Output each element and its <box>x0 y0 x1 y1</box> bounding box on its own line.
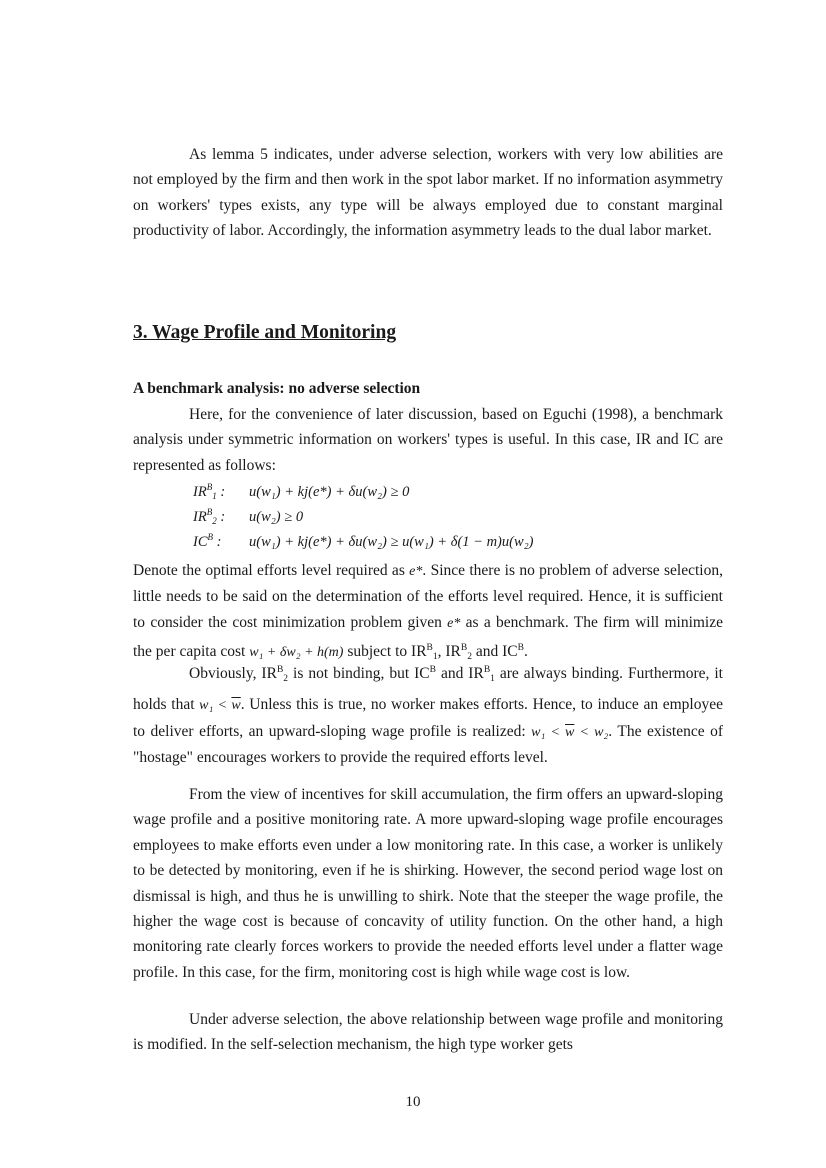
subsection-heading: A benchmark analysis: no adverse selection <box>133 380 421 397</box>
denote-paragraph: Denote the optimal efforts level required as e*. Since there is no problem of adverse selection, little needs to be said on the determination of the efforts level required. Hence, it is sufficient to consider the cost minimization problem given e* as a benchmark. The firm will minimize the per capita cost w₁ + δw₂ + h(m) subject to $IR^B_1$, $IR^B_2$ and $IC^B$. <box>133 562 723 663</box>
equation-ir1: $IR^B_1$ : u(w₁) + kj(e*) + δu(w₂) ≥ 0 <box>193 482 410 501</box>
section-heading: 3. Wage Profile and Monitoring <box>133 322 397 343</box>
equation-ic: $IC^B$ : u(w₁) + kj(e*) + δu(w₂) ≥ u(w₁) + δ(1 − m)u(w₂) <box>193 532 534 550</box>
obviously-paragraph: Obviously, $IR^B_2$ is not binding, but $IC^B$ and $IR^B_1$ are always binding. Furthermore, it holds that $w_1 < \overline{w}$. Unless this is true, no worker makes efforts. Hence, to induce an employee to deliver efforts, an upward-sloping wage profile is realized: $w_1 < \overline{w} < w_2$. The existence of "hostage" encourages workers to provide the required efforts level. <box>133 665 724 767</box>
intro-paragraph: As lemma 5 indicates, under adverse selection, workers with very low abilities are not employed by the firm and then work in the spot labor market. If no information asymmetry on workers' types exists, any type will be always employed due to constant marginal productivity of labor. Accordingly, the information asymmetry leads to the dual labor market. <box>133 146 723 240</box>
page-number: 10 <box>405 1094 421 1110</box>
equation-ir2: $IR^B_2$ : u(w₂) ≥ 0 <box>193 507 304 526</box>
incentives-paragraph: From the view of incentives for skill accumulation, the firm offers an upward-sloping wage profile and a positive monitoring rate. A more upward-sloping wage profile encourages employees to make efforts even under a low monitoring rate. In this case, a worker is unlikely to be detected by monitoring, even if he is shirking. However, the second period wage lost on dismissal is high, and thus he is unwilling to shirk. Note that the steeper the wage profile, the higher the wage cost is because of concavity of utility function. On the other hand, a high monitoring rate clearly forces workers to provide the needed efforts level under a flatter wage profile. In this case, for the firm, monitoring cost is high while wage cost is low. <box>133 786 723 981</box>
adverse-paragraph: Under adverse selection, the above relationship between wage profile and monitoring is modified. In the self-selection mechanism, the high type worker gets <box>133 1011 723 1054</box>
benchmark-paragraph: Here, for the convenience of later discussion, based on Eguchi (1998), a benchmark analysis under symmetric information on workers' types is useful. In this case, IR and IC are represented as follows: <box>133 406 723 474</box>
